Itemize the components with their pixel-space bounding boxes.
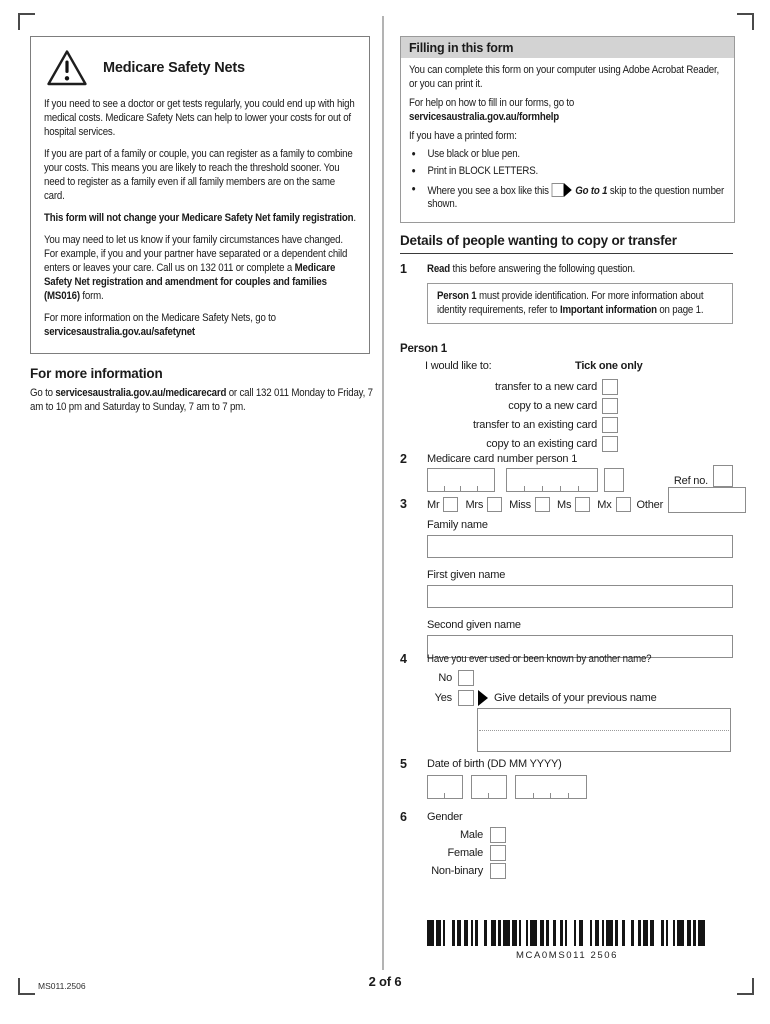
filling-in-this-form-title: Filling in this form	[401, 37, 734, 58]
title-label: Miss	[509, 498, 531, 511]
filling-bullet: • Use black or blue pen.	[409, 148, 744, 162]
gender-male-label: Male	[459, 829, 483, 841]
question-6-number: 6	[400, 810, 407, 824]
crop-mark-top-right	[737, 13, 754, 30]
dob-month-field[interactable]	[471, 775, 507, 799]
option-label: copy to a new card	[508, 400, 597, 412]
date-of-birth-row	[427, 775, 733, 799]
question-1-label: Read this before answering the following question.	[427, 263, 636, 275]
family-name-field[interactable]	[427, 535, 733, 558]
gender-male-checkbox[interactable]	[490, 827, 506, 843]
yes-arrow-icon	[478, 690, 488, 706]
no-checkbox[interactable]	[458, 670, 474, 686]
question-2-number: 2	[400, 452, 407, 466]
person-1-section	[400, 343, 733, 455]
gender-row	[427, 846, 733, 860]
safety-nets-title: Medicare Safety Nets	[103, 60, 245, 76]
filling-in-this-form-box	[400, 36, 735, 223]
question-1-number: 1	[400, 262, 407, 276]
gender-nonbinary-checkbox[interactable]	[490, 863, 506, 879]
option-label: copy to an existing card	[486, 438, 597, 450]
family-name-label: Family name	[427, 519, 488, 531]
first-given-name-field[interactable]	[427, 585, 733, 608]
safety-nets-paragraph: If you need to see a doctor or get tests regularly, you could end up with high medical costs. Medicare Safety Nets can help to lower your costs for out of hospital services.	[44, 98, 355, 138]
safety-nets-paragraph: If you are part of a family or couple, you can register as a family to combine your costs. This means you are likely to reach the threshold sooner. You need to register as a family even if all family members are on the same card.	[44, 148, 353, 202]
yes-label: Yes	[434, 691, 452, 704]
gender-nonbinary-label: Non-binary	[431, 865, 483, 877]
gender-row	[427, 864, 733, 878]
previous-name-field[interactable]	[477, 708, 731, 752]
ref-no-label: Ref no.	[673, 475, 708, 487]
question-5-number: 5	[400, 757, 407, 771]
question-3	[400, 497, 733, 658]
filling-paragraph: For help on how to fill in our forms, go to servicesaustralia.gov.au/formhelp	[409, 97, 575, 123]
question-3-number: 3	[400, 497, 407, 511]
goto-box-icon	[551, 183, 563, 197]
more-information-paragraph: Go to servicesaustralia.gov.au/medicarecard or call 132 011 Monday to Friday, 7 am to 10 pm and Saturday to Sunday, 7 am to 7 pm.	[30, 387, 373, 413]
dob-day-field[interactable]	[427, 775, 463, 799]
title-mrs-checkbox[interactable]	[487, 497, 502, 512]
person-1-label: Person 1	[400, 343, 447, 355]
goto-arrow-icon	[564, 183, 572, 197]
question-2-label: Medicare card number person 1	[427, 453, 578, 465]
title-label: Mx	[597, 498, 612, 511]
filling-paragraph: If you have a printed form:	[409, 130, 517, 142]
column-divider	[382, 16, 384, 970]
question-5-label: Date of birth (DD MM YYYY)	[427, 758, 562, 770]
barcode-label: MCA0MS011 2506	[516, 950, 618, 961]
question-4-number: 4	[400, 652, 407, 666]
barcode-block	[400, 920, 733, 961]
transfer-existing-card-checkbox[interactable]	[602, 417, 618, 433]
option-row	[400, 379, 618, 395]
option-row	[400, 417, 618, 433]
more-information-title: For more information	[30, 366, 163, 381]
warning-triangle-icon	[46, 49, 88, 87]
second-given-name-label: Second given name	[427, 619, 521, 631]
title-label: Ms	[556, 498, 572, 511]
title-mr-checkbox[interactable]	[443, 497, 458, 512]
title-other-label: Other	[636, 498, 664, 511]
title-other-field[interactable]	[668, 487, 746, 513]
option-label: transfer to a new card	[495, 381, 597, 393]
option-row	[400, 398, 618, 414]
title-miss-checkbox[interactable]	[535, 497, 550, 512]
form-code: MS011.2506	[38, 981, 86, 991]
safety-nets-header	[46, 49, 356, 87]
safety-nets-paragraph: You may need to let us know if your family circumstances have changed. For example, if you and your partner have separated or a dependent child enters or leaves your care. Call us on 132 011 or complete a Medicare Safety Net registration and amendment for couples and families (MS016) form.	[44, 234, 348, 302]
section-title: Details of people wanting to copy or transfer	[400, 233, 733, 254]
crop-mark-top-left	[18, 13, 35, 30]
medicare-number-field-2[interactable]	[506, 468, 598, 492]
left-column	[30, 36, 373, 976]
dob-year-field[interactable]	[515, 775, 587, 799]
yes-row	[428, 689, 733, 706]
would-like-row	[425, 360, 733, 374]
gender-female-checkbox[interactable]	[490, 845, 506, 861]
medicare-safety-nets-box	[30, 36, 370, 354]
question-4-label: Have you ever used or been known by another name?	[427, 653, 652, 665]
crop-mark-bottom-right	[737, 978, 754, 995]
copy-new-card-checkbox[interactable]	[602, 398, 618, 414]
crop-mark-bottom-left	[18, 978, 35, 995]
no-row	[428, 669, 733, 686]
option-row	[400, 436, 618, 452]
no-label: No	[438, 671, 452, 684]
title-label: Mr	[427, 498, 440, 511]
title-label: Mrs	[465, 498, 484, 511]
medicare-number-field-3[interactable]	[604, 468, 624, 492]
page-number: 2 of 6	[368, 974, 402, 989]
question-6-label: Gender	[427, 811, 463, 823]
yes-checkbox[interactable]	[458, 690, 474, 706]
question-1	[400, 262, 733, 324]
would-like-label: I would like to:	[425, 360, 492, 372]
give-details-label: Give details of your previous name	[494, 691, 657, 704]
question-5	[400, 757, 733, 799]
title-checkbox-row	[427, 497, 733, 512]
transfer-new-card-checkbox[interactable]	[602, 379, 618, 395]
title-ms-checkbox[interactable]	[575, 497, 590, 512]
question-1-note-box: Person 1 must provide identification. For more information about identity requirements, refer to Important information on page 1.	[427, 283, 733, 324]
first-given-name-label: First given name	[427, 569, 506, 581]
medicare-number-field-1[interactable]	[427, 468, 495, 492]
question-6	[400, 810, 733, 878]
more-information-section	[30, 366, 374, 422]
copy-existing-card-checkbox[interactable]	[602, 436, 618, 452]
filling-paragraph: You can complete this form on your computer using Adobe Acrobat Reader, or you can print it.	[409, 64, 720, 90]
barcode	[427, 920, 707, 946]
question-4	[400, 652, 733, 752]
option-label: transfer to an existing card	[472, 419, 597, 431]
safety-nets-paragraph: For more information on the Medicare Safety Nets, go to servicesaustralia.gov.au/safetynet	[44, 312, 276, 338]
gender-row	[427, 828, 733, 842]
gender-female-label: Female	[447, 847, 483, 859]
filling-bullet: • Print in BLOCK LETTERS.	[409, 165, 744, 179]
ref-no-group	[674, 465, 733, 487]
ref-no-field[interactable]	[713, 465, 733, 487]
safety-nets-paragraph: This form will not change your Medicare Safety Net family registration.	[44, 212, 356, 224]
title-mx-checkbox[interactable]	[616, 497, 631, 512]
right-column	[400, 0, 733, 1024]
tick-one-only-label: Tick one only	[575, 360, 643, 372]
filling-bullet: • Where you see a box like this Go to 1 skip to the question number shown.	[409, 183, 744, 212]
